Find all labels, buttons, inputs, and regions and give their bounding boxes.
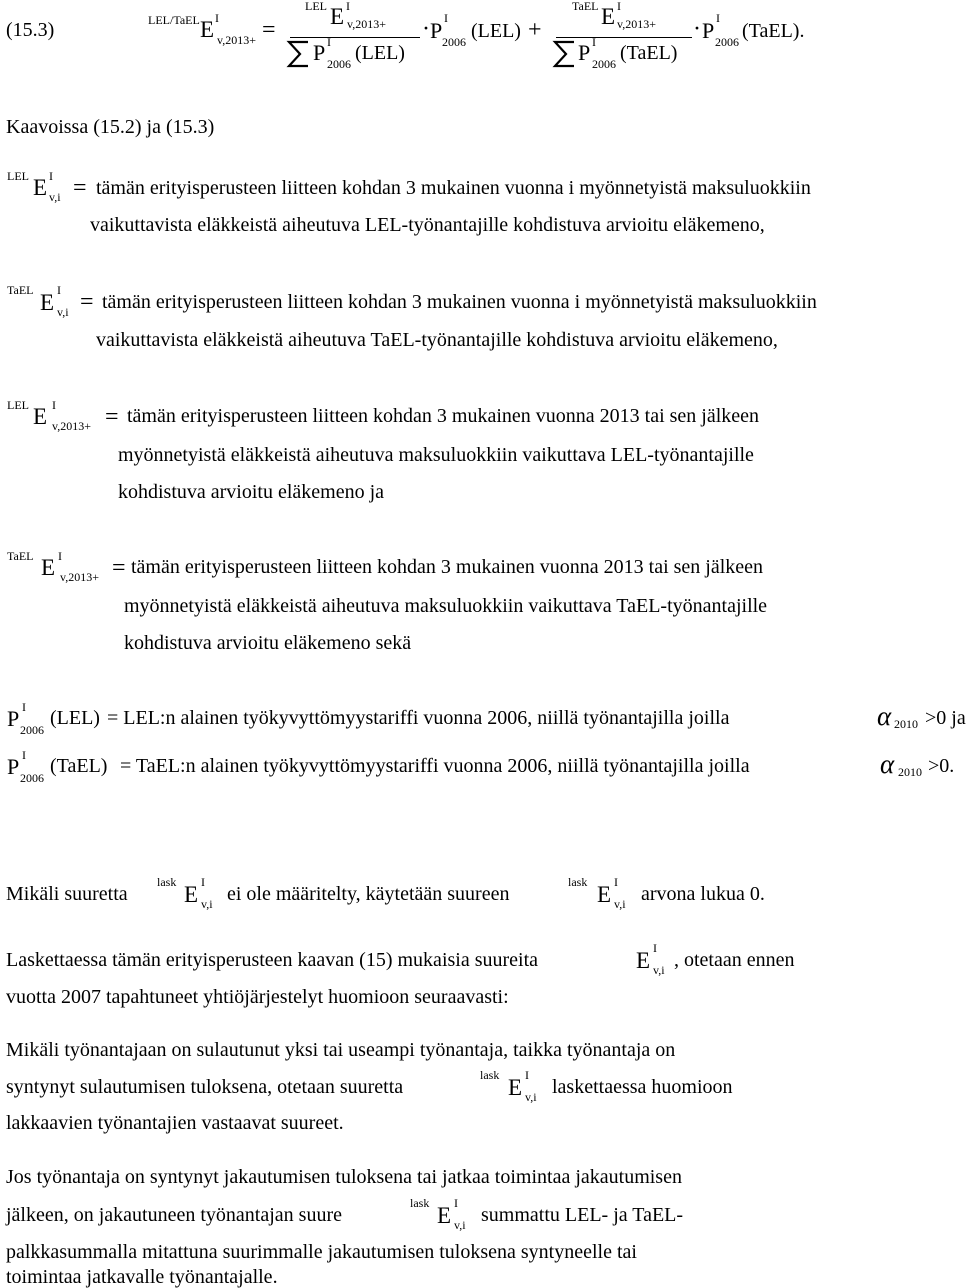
sum-icon bbox=[286, 39, 312, 69]
def-equals: = bbox=[112, 555, 126, 581]
lhs-subscript: v,2013+ bbox=[217, 33, 256, 47]
lask-I: I bbox=[454, 1196, 458, 1210]
para-text: laskettaessa huomioon bbox=[552, 1076, 733, 1098]
pdef-P: P bbox=[7, 754, 20, 779]
pdef-year: 2006 bbox=[20, 771, 44, 785]
alpha-symbol: α bbox=[877, 701, 892, 731]
end-I: I bbox=[716, 11, 720, 25]
def-E: E bbox=[40, 290, 55, 315]
lask-prescript: lask bbox=[480, 1068, 500, 1082]
lhs-prescript: LEL/TaEL bbox=[148, 13, 200, 27]
sum-icon bbox=[552, 39, 578, 69]
frac1-prescript: LEL bbox=[305, 0, 327, 13]
lask-E: E bbox=[636, 948, 651, 973]
lask-I: I bbox=[614, 875, 618, 889]
def-line: kohdistuva arvioitu eläkemeno sekä bbox=[124, 632, 412, 654]
equals-sign: = bbox=[262, 17, 276, 43]
def-E: E bbox=[41, 555, 56, 580]
frac1-den-I: I bbox=[327, 35, 331, 49]
def-E: E bbox=[33, 175, 48, 200]
para-text: syntynyt sulautumisen tuloksena, otetaan suuretta bbox=[6, 1076, 404, 1098]
alpha-subscript: 2010 bbox=[894, 717, 918, 731]
lask-E: E bbox=[437, 1203, 452, 1228]
def-line: tämän erityisperusteen liitteen kohdan 3 mukainen vuonna i myönnetyistä maksuluokkiin bbox=[96, 177, 811, 199]
lask-I: I bbox=[525, 1068, 529, 1082]
def-prescript: TaEL bbox=[7, 283, 34, 297]
def-I: I bbox=[52, 398, 56, 412]
pdef-arg: (LEL) bbox=[50, 707, 100, 729]
pdef-year: 2006 bbox=[20, 723, 44, 737]
para-text: palkkasummalla mitattuna suurimmalle jakautumisen tuloksena syntyneelle tai bbox=[6, 1241, 637, 1263]
def-I: I bbox=[57, 283, 61, 297]
frac1-den-year: 2006 bbox=[327, 57, 351, 71]
lask-prescript: lask bbox=[157, 875, 177, 889]
dot-1: · bbox=[422, 16, 430, 42]
para-text: toimintaa jatkavalle työnantajalle. bbox=[6, 1266, 278, 1288]
frac2-den-year: 2006 bbox=[592, 57, 616, 71]
intro-text: Kaavoissa (15.2) ja (15.3) bbox=[6, 116, 215, 138]
plus-sign: + bbox=[528, 17, 542, 43]
lask-E: E bbox=[597, 882, 612, 907]
def-equals: = bbox=[73, 175, 87, 201]
frac1-I: I bbox=[346, 0, 350, 13]
lask-subscript: v,i bbox=[454, 1218, 466, 1232]
frac1-den-P: P bbox=[313, 40, 326, 65]
def-line: myönnetyistä eläkkeistä aiheutuva maksuluokkiin vaikuttava TaEL-työnantajille bbox=[124, 595, 768, 617]
def-line: tämän erityisperusteen liitteen kohdan 3 mukainen vuonna 2013 tai sen jälkeen bbox=[131, 556, 764, 578]
def-line: kohdistuva arvioitu eläkemeno ja bbox=[118, 481, 385, 503]
frac2-I: I bbox=[617, 0, 621, 13]
def-subscript: v,2013+ bbox=[52, 419, 91, 433]
def-I: I bbox=[58, 549, 62, 563]
frac2-den-arg: (TaEL) bbox=[620, 42, 678, 64]
def-equals: = bbox=[105, 404, 119, 430]
def-prescript: LEL bbox=[7, 398, 29, 412]
end-P: P bbox=[702, 18, 715, 43]
def-subscript: v,i bbox=[49, 190, 61, 204]
def-line: tämän erityisperusteen liitteen kohdan 3 mukainen vuonna 2013 tai sen jälkeen bbox=[127, 405, 760, 427]
para-text: Jos työnantaja on syntynyt jakautumisen tuloksena tai jatkaa toimintaa jakautumisen bbox=[6, 1166, 682, 1188]
lask-prescript: lask bbox=[410, 1196, 430, 1210]
pdef-arg: (TaEL) bbox=[50, 755, 108, 777]
def-prescript: TaEL bbox=[7, 549, 34, 563]
pdef-I: I bbox=[22, 700, 26, 714]
pdef-I: I bbox=[22, 748, 26, 762]
para-text: summattu LEL- ja TaEL- bbox=[481, 1204, 684, 1226]
para-text: Laskettaessa tämän erityisperusteen kaavan (15) mukaisia suureita bbox=[6, 949, 539, 971]
frac1-subscript: v,2013+ bbox=[347, 17, 386, 31]
alpha-symbol: α bbox=[880, 749, 895, 779]
frac2-bar bbox=[556, 37, 692, 38]
lhs-I: I bbox=[215, 11, 219, 25]
mid-I: I bbox=[444, 11, 448, 25]
para-text: Mikäli suuretta bbox=[6, 883, 128, 905]
mid-year: 2006 bbox=[442, 35, 466, 49]
def-subscript: v,i bbox=[57, 305, 69, 319]
dot-2: · bbox=[693, 16, 701, 42]
frac1-bar bbox=[290, 37, 420, 38]
lask-I: I bbox=[653, 941, 657, 955]
frac1-E: E bbox=[330, 4, 345, 29]
para-text: jälkeen, on jakautuneen työnantajan suure bbox=[6, 1204, 342, 1226]
lask-E: E bbox=[508, 1075, 523, 1100]
def-line: tämän erityisperusteen liitteen kohdan 3 mukainen vuonna i myönnetyistä maksuluokkiin bbox=[102, 291, 817, 313]
frac2-prescript: TaEL bbox=[572, 0, 599, 13]
para-text: vuotta 2007 tapahtuneet yhtiöjärjestelyt huomioon seuraavasti: bbox=[6, 986, 509, 1008]
formula-number: (15.3) bbox=[6, 19, 55, 41]
def-line: vaikuttavista eläkkeistä aiheutuva LEL-työnantajille kohdistuva arvioitu eläkemeno, bbox=[90, 214, 765, 236]
lask-subscript: v,i bbox=[653, 963, 665, 977]
lask-E: E bbox=[184, 882, 199, 907]
end-arg: (TaEL). bbox=[742, 20, 805, 42]
para-text: Mikäli työnantajaan on sulautunut yksi tai useampi työnantaja, taikka työnantaja on bbox=[6, 1039, 676, 1061]
frac2-den-I: I bbox=[592, 35, 596, 49]
lask-subscript: v,i bbox=[201, 897, 213, 911]
def-line: vaikuttavista eläkkeistä aiheutuva TaEL-työnantajille kohdistuva arvioitu eläkemeno, bbox=[96, 329, 778, 351]
def-line: myönnetyistä eläkkeistä aiheutuva maksuluokkiin vaikuttava LEL-työnantajille bbox=[118, 444, 754, 466]
lask-I: I bbox=[201, 875, 205, 889]
pdef-tail: >0 ja bbox=[925, 707, 966, 729]
lask-subscript: v,i bbox=[614, 897, 626, 911]
frac1-den-arg: (LEL) bbox=[355, 42, 405, 64]
pdef-text: = TaEL:n alainen työkyvyttömyystariffi vuonna 2006, niillä työnantajilla joilla bbox=[120, 755, 750, 777]
para-text: ei ole määritelty, käytetään suureen bbox=[227, 883, 510, 905]
def-E: E bbox=[33, 404, 48, 429]
para-text: lakkaavien työnantajien vastaavat suureet. bbox=[6, 1112, 344, 1134]
frac2-E: E bbox=[601, 4, 616, 29]
def-I: I bbox=[49, 169, 53, 183]
frac2-subscript: v,2013+ bbox=[617, 17, 656, 31]
lask-prescript: lask bbox=[568, 875, 588, 889]
def-subscript: v,2013+ bbox=[60, 570, 99, 584]
mid-arg: (LEL) bbox=[471, 20, 521, 42]
pdef-text: = LEL:n alainen työkyvyttömyystariffi vuonna 2006, niillä työnantajilla joilla bbox=[107, 707, 730, 729]
def-prescript: LEL bbox=[7, 169, 29, 183]
lask-subscript: v,i bbox=[525, 1090, 537, 1104]
mid-P: P bbox=[430, 18, 443, 43]
para-text: arvona lukua 0. bbox=[641, 883, 765, 905]
alpha-subscript: 2010 bbox=[898, 765, 922, 779]
frac2-den-P: P bbox=[578, 40, 591, 65]
para-text: , otetaan ennen bbox=[674, 949, 795, 971]
def-equals: = bbox=[80, 289, 94, 315]
end-year: 2006 bbox=[715, 35, 739, 49]
pdef-P: P bbox=[7, 706, 20, 731]
lhs-E: E bbox=[200, 17, 215, 42]
pdef-tail: >0. bbox=[928, 755, 955, 777]
